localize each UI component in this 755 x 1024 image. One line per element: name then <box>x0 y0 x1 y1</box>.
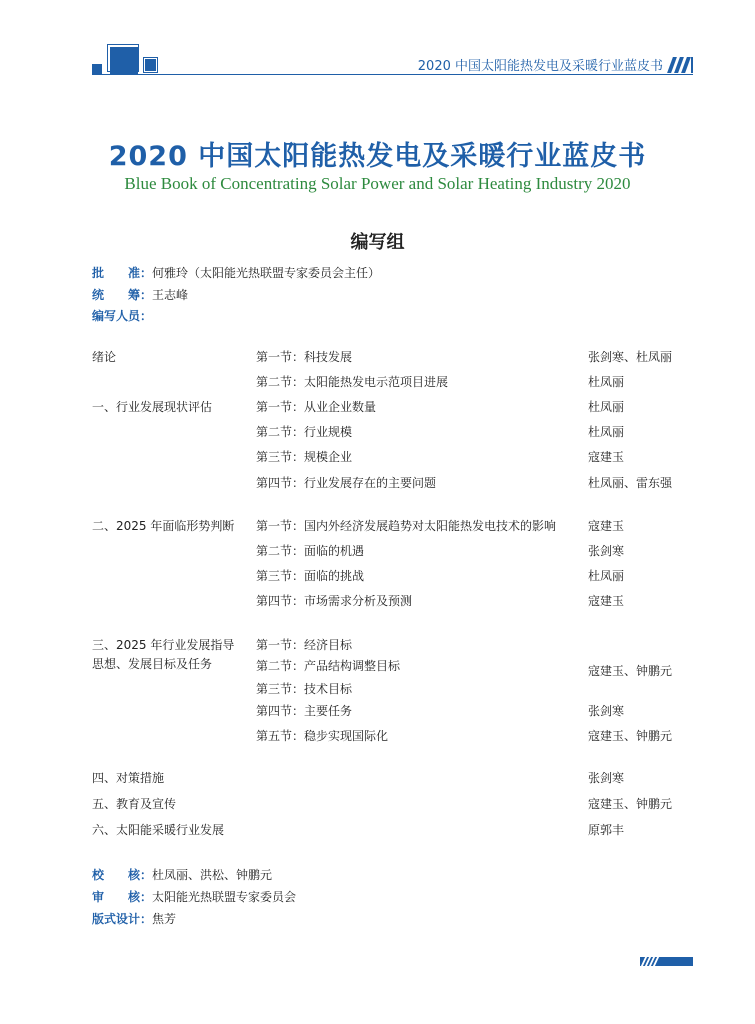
chapter-4: 四、对策措施 <box>92 771 165 785</box>
author-6: 原郭丰 <box>588 823 625 837</box>
section-2-2: 第二节：面临的机遇 <box>256 544 365 558</box>
author-1-4: 杜凤丽、雷东强 <box>588 476 673 490</box>
page-subtitle-english: Blue Book of Concentrating Solar Power and Solar Heating Industry 2020 <box>124 174 631 193</box>
proofread-value: 杜凤丽、洪松、钟鹏元 <box>152 868 273 882</box>
section-2-3: 第三节：面临的挑战 <box>256 569 365 583</box>
section-3-4: 第四节：主要任务 <box>256 704 353 718</box>
author-3-1-3: 寇建玉、钟鹏元 <box>588 664 673 678</box>
author-intro-1: 张剑寒、杜凤丽 <box>588 350 673 364</box>
header-slashes <box>668 57 694 73</box>
section-intro-1: 第一节：科技发展 <box>256 350 353 364</box>
footer-decor-bar <box>640 957 693 966</box>
chapter-6: 六、太阳能采暖行业发展 <box>92 823 225 837</box>
section-3-3: 第三节：技术目标 <box>256 682 353 696</box>
section-1-4: 第四节：行业发展存在的主要问题 <box>256 476 437 490</box>
proofread-label: 校 核： <box>92 868 153 882</box>
header-title: 2020 中国太阳能热发电及采暖行业蓝皮书 <box>417 59 663 74</box>
author-5: 寇建玉、钟鹏元 <box>588 797 673 811</box>
chapter-intro: 绪论 <box>92 350 117 364</box>
review-row <box>92 888 296 905</box>
coordinator-label: 统 筹： <box>92 288 153 302</box>
author-1-2: 杜凤丽 <box>588 425 625 439</box>
review-value: 太阳能光热联盟专家委员会 <box>152 890 297 904</box>
approver-label: 批 准： <box>92 266 153 280</box>
author-1-3: 寇建玉 <box>588 450 625 464</box>
section-intro-2: 第二节：太阳能热发电示范项目进展 <box>256 375 449 389</box>
design-value: 焦芳 <box>152 912 177 926</box>
author-2-3: 杜凤丽 <box>588 569 625 583</box>
chapter-2: 二、2025 年面临形势判断 <box>92 519 235 533</box>
section-3-2: 第二节：产品结构调整目标 <box>256 659 401 673</box>
author-intro-2: 杜凤丽 <box>588 375 625 389</box>
chapter-1: 一、行业发展现状评估 <box>92 400 213 414</box>
coordinator-value: 王志峰 <box>152 288 189 302</box>
section-1-2: 第二节：行业规模 <box>256 425 353 439</box>
author-2-4: 寇建玉 <box>588 594 625 608</box>
writers-row <box>92 307 152 324</box>
section-2-1: 第一节：国内外经济发展趋势对太阳能热发电技术的影响 <box>256 519 557 533</box>
chapter-5: 五、教育及宣传 <box>92 797 177 811</box>
writers-label: 编写人员： <box>92 309 153 323</box>
author-2-2: 张剑寒 <box>588 544 625 558</box>
review-label: 审 核： <box>92 890 153 904</box>
section-1-1: 第一节：从业企业数量 <box>256 400 377 414</box>
author-1-1: 杜凤丽 <box>588 400 625 414</box>
chapter-3-line1: 三、2025 年行业发展指导 <box>92 638 235 652</box>
author-3-5: 寇建玉、钟鹏元 <box>588 729 673 743</box>
page-title: 2020 中国太阳能热发电及采暖行业蓝皮书 <box>108 141 647 172</box>
approver-row <box>92 264 380 281</box>
section-2-4: 第四节：市场需求分析及预测 <box>256 594 413 608</box>
author-2-1: 寇建玉 <box>588 519 625 533</box>
section-1-3: 第三节：规模企业 <box>256 450 353 464</box>
header-rule <box>92 74 693 75</box>
approver-value: 何雅玲（太阳能光热联盟专家委员会主任） <box>152 266 381 280</box>
design-label: 版式设计： <box>92 912 153 926</box>
chapter-3-line2: 思想、发展目标及任务 <box>92 657 213 671</box>
author-3-4: 张剑寒 <box>588 704 625 718</box>
header-logo <box>92 44 162 76</box>
section-3-1: 第一节：经济目标 <box>256 638 353 652</box>
section-heading: 编写组 <box>350 232 405 253</box>
design-row <box>92 910 176 927</box>
coordinator-row <box>92 286 188 303</box>
proofread-row <box>92 866 272 883</box>
section-3-5: 第五节：稳步实现国际化 <box>256 729 389 743</box>
author-4: 张剑寒 <box>588 771 625 785</box>
